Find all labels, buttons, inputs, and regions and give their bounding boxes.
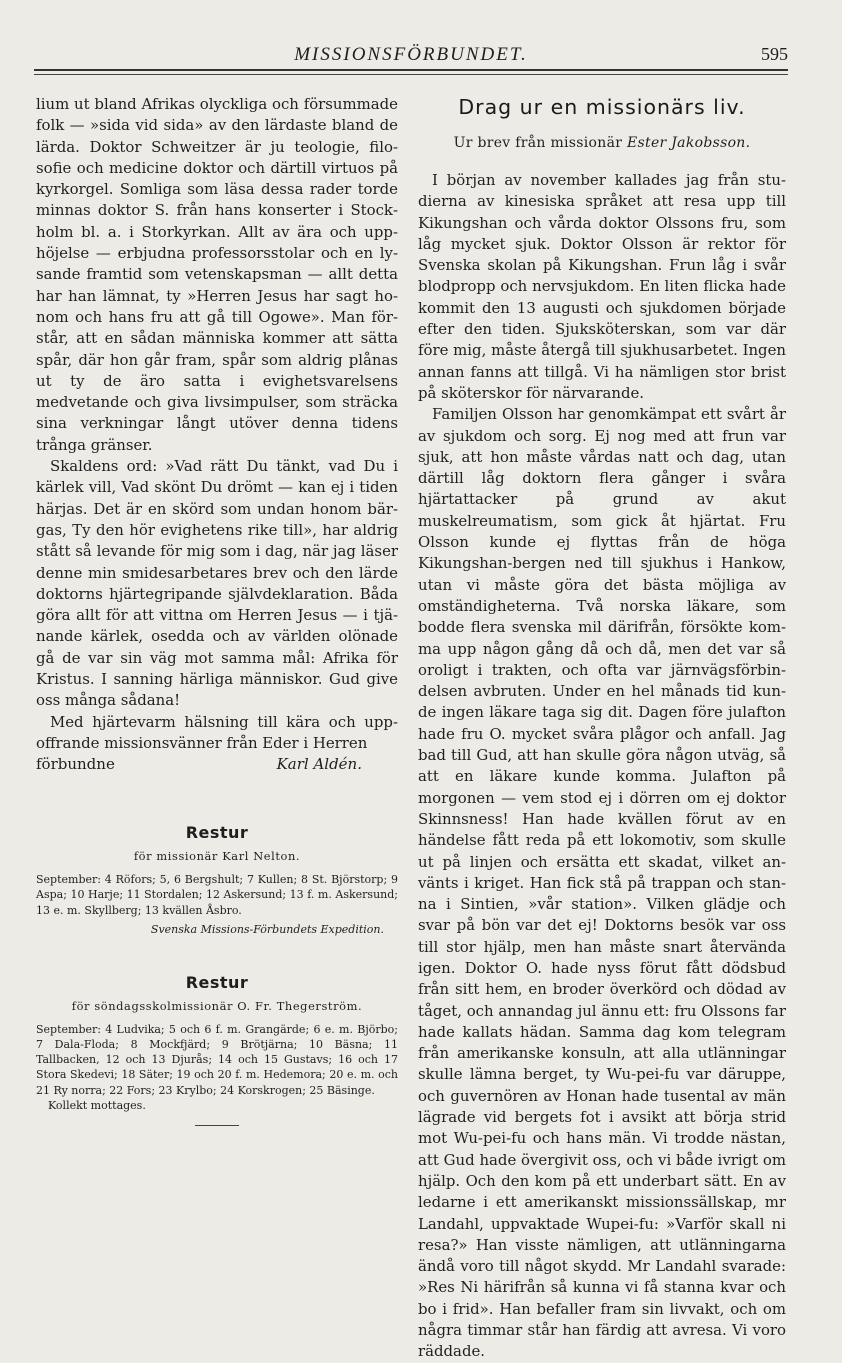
body-paragraph: I början av november kallades jag från studierna av kinesiska språket att resa upp till Kikungshan och vårda doktor Olssons fru, som låg mycket sjuk. Doktor Olsson är rektor för Svenska skolan på Kikungshan. Frun låg i svår blodpropp och nervsjukdom. En liten flicka hade kommit den 13 augusti och sjukdomen började efter den tiden. Sjuksköterskan, som var där före mig, måste återgå till sjukhusarbetet. Ingen annan fanns att tillgå. Vi ha nämligen stor brist på sköterskor för närvarande. <box>418 171 786 402</box>
restur-schedule: September: 4 Röfors; 5, 6 Bergshult; 7 Kullen; 8 St. Björstorp; 9 Aspa; 10 Harje; 11 Stordalen; 12 Askersund; 13 f. m. Askersund; 13 e. m. Skyllberg; 13 kvällen Åsbro. <box>36 873 398 917</box>
subtitle-author: Ester Jakobsson. <box>627 135 751 151</box>
header-rule-thin <box>34 74 788 75</box>
restur-schedule: September: 4 Ludvika; 5 och 6 f. m. Grangärde; 6 e. m. Björbo; 7 Dala-Floda; 8 Mockfjärd; 9 Brötjärna; 10 Bäsna; 11 Tallbacken, 12 och 13 Djurås; 14 och 15 Gustavs; 16 och 17 Stora Skedevi; 18 Säter; 19 och 20 f. m. Hedemora; 20 e. m. och 21 Ry norra; 22 Fors; 23 Krylbo; 24 Korskrogen; 25 Bäsinge. <box>36 1022 398 1097</box>
body-paragraph: Skaldens ord: »Vad rätt Du tänkt, vad Du i kärlek vill, Vad skönt Du drömt — kan ej i tiden härjas. Det är en skörd som undan honom bärgas, Ty den hör evighetens rike till», har aldrig stått så levande för mig som i dag, när jag läser denne min smidesarbetares brev och den lärde doktorns hjärtegripande självdeklaration. Båda göra allt för att vittna om Herren Jesus — i tjänande kärlek, osedda och av världen olönade gå de var sin väg mot samma mål: Afrika för Kristus. I sanning härliga människor. Gud give oss många sådana! <box>36 457 398 710</box>
restur-heading: Restur <box>185 972 249 992</box>
restur-heading: Restur <box>185 823 249 843</box>
body-paragraph: Familjen Olsson har genomkämpat ett svårt år av sjukdom och sorg. Ej nog med att frun var sjuk, att hon måste vårdas natt och dag, utan därtill låg doktorn flera gånger i svåra hjärtattacker på grund av akut muskelreumatism, som gick åt hjärtat. Fru Olsson kunde ej flyttas från de höga Kikungshan-bergen ned till sjukhus i Hankow, utan vi måste göra det bästa möjliga av omständigheterna. Två norska läkare, som bodde flera svenska mil därifrån, försökte komma upp någon gång då och då, men det var så oroligt i trakten, och ofta var järnvägsförbindelsen avbruten. Under en hel månads tid kunde ingen läkare taga sig dit. Dagen före julafton hade fru O. mycket svåra plågor och anfall. Jag bad till Gud, att han skulle göra någon utväg, så att en läkare kunde komma. Julafton på morgonen — vem stod ej i dörren om ej doktor Skinnsness! Han hade kvällen förut av en händelse fått reda på ett lokomotiv, som skulle ut på linjen och ersätta ett skadat, vilket använts i kriget. Han fick stå på trappan och stanna i Sintien, »vår station». Vilken glädje och svar på bön var det ej! Doktorns besök var oss till stor hjälp, men han måste snart återvända igen. Doktor O. hade nyss förut fått dödsbud från sitt hem, en broder överkörd och dödad av tåget, och annandag jul ännu ett: fru Olssons far hade kallats hädan. Samma dag kom telegram från amerikanske konsuln, att alla utlänningar skulle lämna berget, ty Wu-pei-fu var däruppe, och guvernören av Honan hade tusental av män lägrade vid bergets fot i avsikt att börja strid mot Wu-pei-fu och hans män. Vi trodde nästan, att Gud hade övergivit oss, och vi både ivrigt om hjälp. Och den kom på ett underbart sätt. En av ledarne i ett amerikanskt missionssällskap, mr Landahl, uppvaktade Wupei-fu: »Varför skall ni resa?» Han visste nämligen, att utlänningarna ändå voro till något skydd. Mr Landahl svarade: »Res Ni härifrån så kunna vi få stanna kvar och bo i frid». Han befaller fram sin livvakt, och om några timmar står han färdig att avresa. Vi voro räddade. <box>418 405 786 1361</box>
section-divider <box>195 1125 239 1126</box>
signature-line <box>36 754 398 775</box>
subtitle-prefix: Ur brev från missionär <box>453 135 623 151</box>
restur-subheading: för söndagsskolmissionär O. Fr. Thegerström. <box>71 998 363 1013</box>
restur-credit: Svenska Missions-Förbundets Expedition. <box>150 922 384 936</box>
restur-subheading: för missionär Karl Nelton. <box>133 849 301 864</box>
left-column <box>36 94 398 1126</box>
running-head <box>34 44 788 70</box>
running-head-title: MISSIONSFÖRBUNDET. <box>294 44 528 65</box>
restur-footer: Kollekt mottages. <box>48 1098 146 1112</box>
signature-closing: förbundne <box>36 755 115 774</box>
body-paragraph: lium ut bland Afrikas olyckliga och försummade folk — »sida vid sida» av den lärdaste bland de lärda. Doktor Schweitzer är ju teologie, filosofie och medicine doktor och därtill virtuos på kyrkorgel. Somliga som läsa dessa rader torde minnas doktor S. från hans konserter i Stockholm bl. a. i Storkyrkan. Allt av ära och upphöjelse — erbjudna professorsstolar och en lysande framtid som vetenskapsman — allt detta har han lämnat, ty »Herren Jesus har sagt honom och hans fru att gå till Ogowe». Man förstår, att en sådan människa kommer att sätta spår, där hon går fram, spår som aldrig plånas ut ty de äro satta i evighetsvarelsens medvetande och giva livsimpulser, som sträcka sina verkningar långt utöver denna tidens trånga gränser. <box>36 95 398 454</box>
page-number: 595 <box>761 44 788 64</box>
right-column <box>418 94 786 1363</box>
header-rule-thick <box>34 69 788 71</box>
article-title: Drag ur en missionärs liv. <box>458 95 746 119</box>
body-paragraph: Med hjärtevarm hälsning till kära och uppoffrande missionsvänner från Eder i Herren <box>36 712 398 752</box>
article-subtitle <box>418 134 786 152</box>
signature-name: Karl Aldén. <box>276 755 362 774</box>
